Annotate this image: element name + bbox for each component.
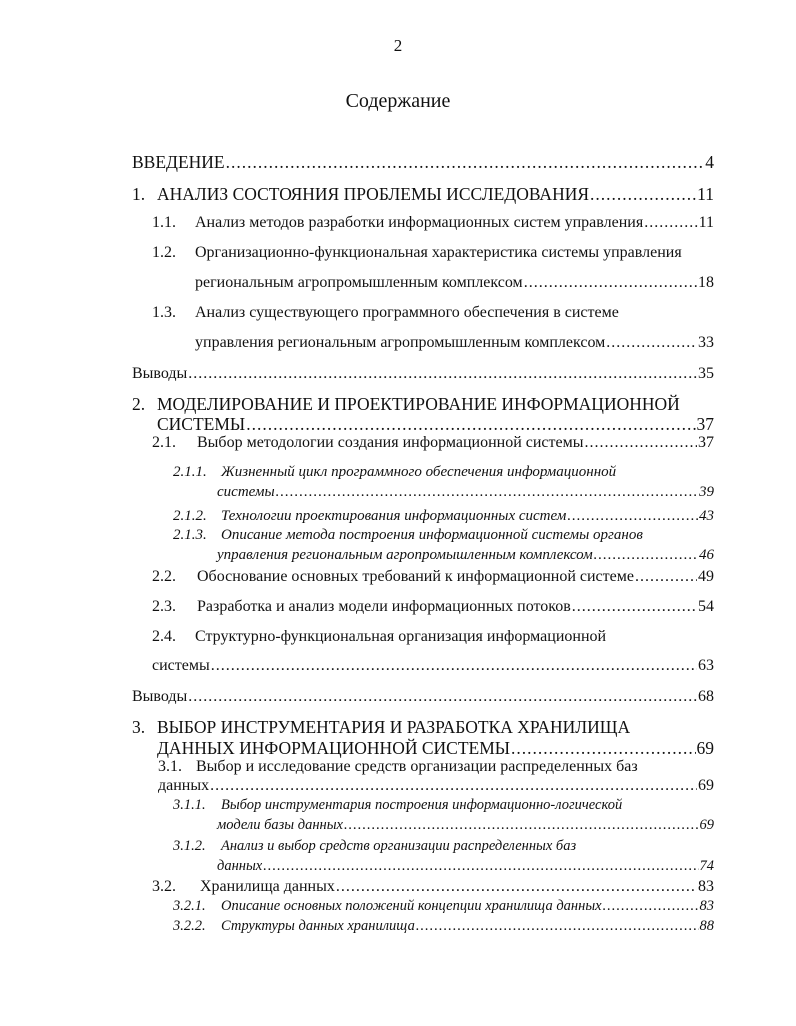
toc-entry-page: 69 [696, 738, 714, 758]
toc-entry-page: 33 [698, 334, 714, 351]
dot-leader [211, 657, 697, 675]
toc-entry-page: 69 [699, 817, 714, 833]
toc-entry-label: модели базы данных [217, 817, 343, 833]
toc-entry-label: управления региональным агропромышленным комплексом [217, 547, 593, 563]
toc-entry-label-line1: Организационно-функциональная характеристика системы управления [195, 244, 682, 261]
toc-entry-number: 1.3. [152, 304, 176, 321]
toc-entry-number: 2.1.1. [173, 464, 207, 480]
dot-leader [603, 898, 699, 915]
toc-entry-number: 3.2. [152, 878, 176, 895]
dot-leader [606, 334, 697, 352]
dot-leader [524, 274, 697, 292]
toc-entry-subsection-3-2-1 [221, 898, 714, 915]
toc-entry-page: 11 [698, 214, 714, 231]
dot-leader [210, 777, 697, 795]
toc-entry-section-1-3 [195, 334, 714, 352]
toc-title: Содержание [345, 90, 451, 112]
toc-entry-label-line1: Выбор инструментария построения информационно-логической [221, 797, 623, 813]
toc-entry-subsection-2-1-3 [217, 547, 714, 564]
toc-entry-number: 2.1.2. [173, 508, 207, 524]
toc-entry-number: 2.1. [152, 434, 176, 451]
toc-entry-label: Описание основных положений концепции хранилища данных [221, 898, 602, 914]
toc-entry-page: 18 [698, 274, 714, 291]
toc-entry-page: 46 [699, 547, 714, 563]
toc-entry-page: 37 [698, 434, 714, 451]
toc-entry-conclusions-2 [132, 688, 714, 706]
toc-entry-chapter-2 [157, 414, 714, 435]
toc-entry-label: Технологии проектирования информационных систем [221, 508, 567, 524]
toc-entry-number: 3.1.1. [173, 797, 206, 813]
toc-entry-number: 2.1.3. [173, 527, 207, 543]
toc-entry-conclusions-1 [132, 365, 714, 383]
toc-entry-page: 54 [698, 598, 714, 615]
toc-entry-section-2-2 [197, 568, 714, 586]
toc-entry-page: 63 [698, 657, 714, 674]
toc-entry-page: 83 [698, 878, 714, 895]
toc-entry-label-line1: Описание метода построения информационной системы органов [221, 527, 643, 543]
toc-entry-number: 3.1.2. [173, 838, 206, 854]
toc-entry-section-2-1 [197, 434, 714, 452]
dot-leader [276, 484, 698, 501]
toc-entry-label: СИСТЕМЫ [157, 414, 246, 434]
toc-entry-page: 74 [699, 858, 714, 874]
toc-entry-page: 83 [699, 898, 714, 914]
toc-entry-section-1-2 [195, 274, 714, 292]
toc-entry-page: 88 [699, 918, 714, 934]
toc-entry-label: Хранилища данных [200, 878, 335, 895]
toc-entry-label: Выбор методологии создания информационной системы [197, 434, 584, 451]
toc-entry-label-line1: Выбор и исследование средств организации распределенных баз [196, 758, 638, 775]
toc-entry-label: региональным агропромышленным комплексом [195, 274, 523, 291]
dot-leader [594, 547, 698, 564]
dot-leader [226, 152, 705, 173]
toc-entry-number: 3. [132, 717, 146, 737]
dot-leader [263, 858, 698, 875]
dot-leader [567, 508, 698, 525]
toc-entry-section-2-3 [197, 598, 714, 616]
toc-entry-label-line1: Структурно-функциональная организация информационной [195, 628, 607, 645]
toc-entry-label: Выводы [132, 688, 188, 705]
toc-entry-intro [132, 152, 714, 173]
toc-entry-label-line1: Анализ и выбор средств организации распределенных баз [221, 838, 577, 854]
toc-entry-number: 1. [132, 184, 146, 204]
toc-entry-page: 4 [705, 152, 714, 172]
dot-leader [344, 817, 699, 834]
toc-entry-label: системы [152, 657, 210, 674]
toc-entry-number: 1.2. [152, 244, 176, 261]
toc-entry-section-3-2 [200, 878, 714, 896]
toc-entry-page: 49 [698, 568, 714, 585]
toc-entry-section-2-4 [152, 657, 714, 675]
toc-entry-label: АНАЛИЗ СОСТОЯНИЯ ПРОБЛЕМЫ ИССЛЕДОВАНИЯ [157, 184, 590, 204]
toc-entry-number: 1.1. [152, 214, 176, 231]
toc-entry-label: Структуры данных хранилища [221, 918, 415, 934]
toc-entry-label: ВВЕДЕНИЕ [132, 152, 225, 172]
toc-entry-subsection-3-1-1 [217, 817, 714, 834]
toc-entry-section-1-1 [195, 214, 714, 232]
toc-entry-number: 2. [132, 394, 146, 414]
toc-entry-label: данных [158, 777, 210, 794]
toc-entry-subsection-3-2-2 [221, 918, 714, 935]
toc-entry-page: 69 [698, 777, 714, 794]
toc-entry-subsection-2-1-2 [221, 508, 714, 525]
toc-entry-number: 2.4. [152, 628, 176, 645]
dot-leader [590, 184, 696, 205]
toc-entry-number: 2.2. [152, 568, 176, 585]
toc-entry-page: 35 [698, 365, 714, 382]
toc-entry-label: Выводы [132, 365, 188, 382]
dot-leader [572, 598, 697, 616]
toc-entry-label-line1: Анализ существующего программного обеспечения в системе [195, 304, 619, 321]
toc-entry-number: 3.2.1. [173, 898, 206, 914]
toc-entry-page: 11 [697, 184, 714, 204]
toc-entry-number: 2.3. [152, 598, 176, 615]
toc-entry-label: Разработка и анализ модели информационных потоков [197, 598, 571, 615]
toc-entry-label: ДАННЫХ ИНФОРМАЦИОННОЙ СИСТЕМЫ [157, 738, 511, 758]
dot-leader [336, 878, 697, 896]
toc-entry-label-line1: Жизненный цикл программного обеспечения информационной [221, 464, 617, 480]
toc-entry-label: управления региональным агропромышленным комплексом [195, 334, 606, 351]
dot-leader [511, 738, 695, 759]
toc-entry-chapter-3 [157, 738, 714, 759]
toc-entry-label-line1: ВЫБОР ИНСТРУМЕНТАРИЯ И РАЗРАБОТКА ХРАНИЛИЩА [157, 717, 631, 737]
toc-entry-page: 43 [699, 508, 714, 524]
dot-leader [246, 414, 695, 435]
toc-entry-page: 39 [699, 484, 714, 500]
toc-entry-subsection-2-1-1 [217, 484, 714, 501]
dot-leader [188, 688, 697, 706]
dot-leader [635, 568, 697, 586]
dot-leader [416, 918, 699, 935]
toc-entry-page: 68 [698, 688, 714, 705]
toc-entry-label: системы [217, 484, 275, 500]
toc-entry-label-line1: МОДЕЛИРОВАНИЕ И ПРОЕКТИРОВАНИЕ ИНФОРМАЦИОННОЙ [157, 394, 680, 414]
toc-entry-label: Анализ методов разработки информационных систем управления [195, 214, 644, 231]
page-number: 2 [393, 36, 403, 55]
dot-leader [644, 214, 697, 232]
toc-entry-section-3-1 [158, 777, 714, 795]
toc-entry-label: данных [217, 858, 263, 874]
dot-leader [188, 365, 697, 383]
toc-entry-subsection-3-1-2 [217, 858, 714, 875]
toc-entry-number: 3.2.2. [173, 918, 206, 934]
toc-entry-chapter-1 [157, 184, 714, 205]
toc-entry-page: 37 [696, 414, 714, 434]
toc-entry-number: 3.1. [158, 758, 182, 775]
dot-leader [584, 434, 697, 452]
toc-entry-label: Обоснование основных требований к информационной системе [197, 568, 634, 585]
